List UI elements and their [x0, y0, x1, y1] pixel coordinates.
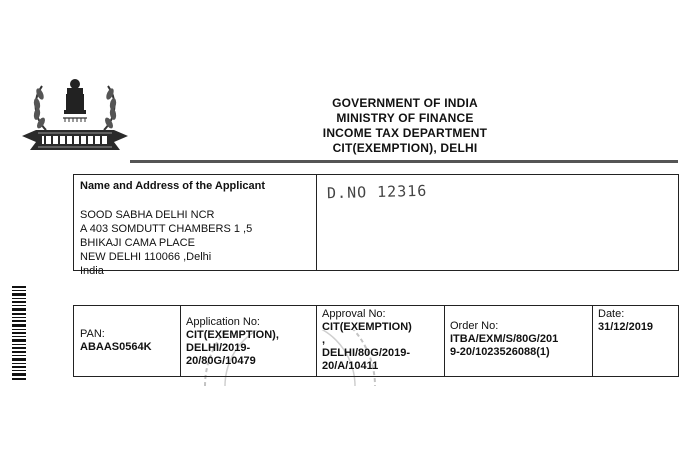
- document-header: [300, 96, 510, 156]
- approval-value-line: DELHI/80G/2019-: [322, 347, 411, 359]
- pan-cell: [80, 306, 180, 376]
- order-label: Order No:: [450, 320, 499, 332]
- order-value-line: 9-20/1023526088(1): [450, 346, 550, 358]
- header-line-ministry: MINISTRY OF FINANCE: [336, 111, 474, 125]
- address-line: A 403 SOMDUTT CHAMBERS 1 ,5: [80, 223, 253, 235]
- application-cell: [186, 306, 310, 376]
- address-line: BHIKAJI CAMA PLACE: [80, 237, 195, 249]
- application-value-line: DELHI/2019-: [186, 342, 251, 354]
- emblem-icon: [16, 72, 134, 160]
- address-line: SOOD SABHA DELHI NCR: [80, 209, 215, 221]
- address-line: India: [80, 265, 104, 277]
- applicant-address: [80, 208, 252, 278]
- approval-value-line: CIT(EXEMPTION): [322, 321, 412, 333]
- pan-label: PAN:: [80, 328, 105, 340]
- order-cell: [450, 306, 590, 376]
- header-divider: [130, 160, 678, 163]
- approval-cell: [322, 306, 442, 376]
- column-divider: [316, 306, 317, 376]
- approval-value-line: 20/A/10411: [322, 360, 379, 372]
- date-value: 31/12/2019: [598, 321, 654, 333]
- application-label: Application No:: [186, 316, 260, 328]
- column-divider: [592, 306, 593, 376]
- date-cell: [598, 306, 678, 376]
- application-value-line: 20/80G/10479: [186, 355, 256, 367]
- barcode-icon: [12, 286, 26, 382]
- address-line: NEW DELHI 110066 ,Delhi: [80, 251, 212, 263]
- column-divider: [180, 306, 181, 376]
- header-line-department: INCOME TAX DEPARTMENT: [322, 126, 488, 140]
- income-tax-emblem: [16, 72, 134, 160]
- approval-value-line: ,: [322, 334, 326, 346]
- barcode: [12, 286, 26, 382]
- applicant-label: Name and Address of the Applicant: [80, 180, 265, 192]
- application-value-line: CIT(EXEMPTION),: [186, 329, 279, 341]
- table-divider: [316, 175, 317, 270]
- pan-value: ABAAS0564K: [80, 341, 152, 353]
- header-line-office: CIT(EXEMPTION), DELHI: [332, 141, 478, 155]
- column-divider: [444, 306, 445, 376]
- approval-label: Approval No:: [322, 308, 386, 320]
- date-label: Date:: [598, 308, 625, 320]
- handwritten-dispatch-number: D.NO 12316: [326, 181, 428, 203]
- order-value-line: ITBA/EXM/S/80G/201: [450, 333, 559, 345]
- order-details-table: [73, 305, 679, 377]
- applicant-table: [73, 174, 679, 277]
- header-line-government: GOVERNMENT OF INDIA: [332, 96, 478, 110]
